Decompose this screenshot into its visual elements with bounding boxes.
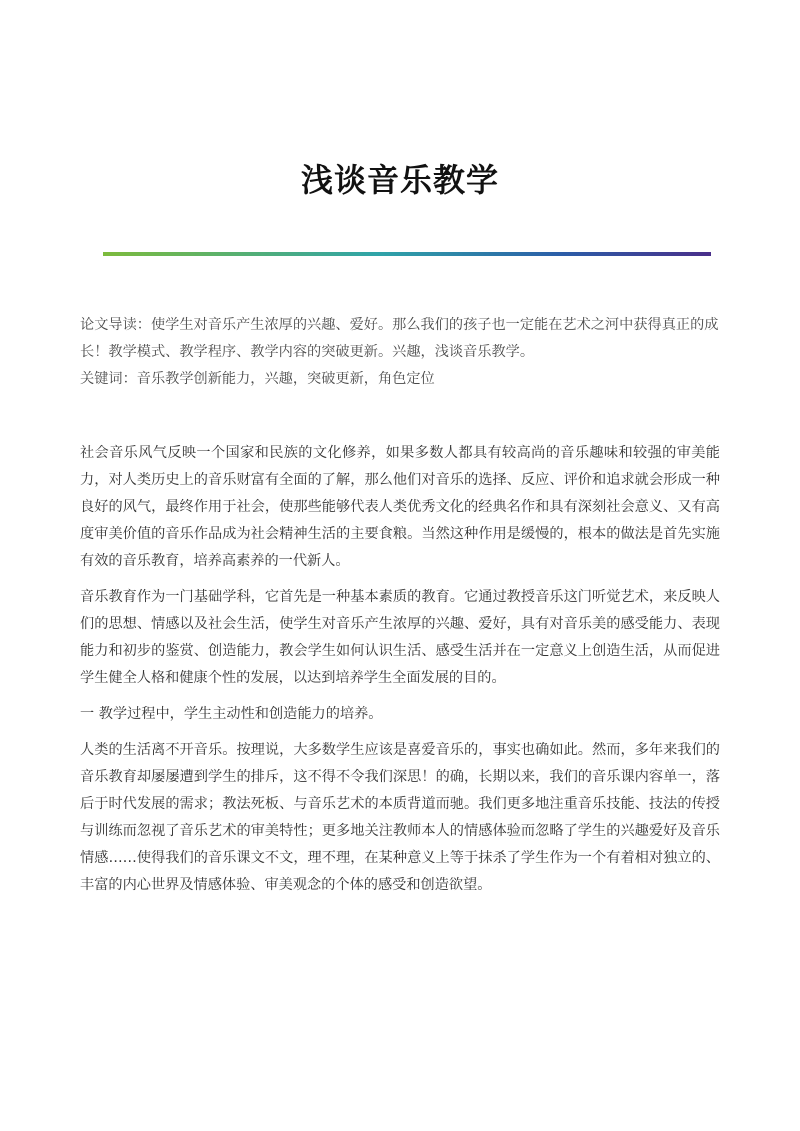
body-paragraph: 社会音乐风气反映一个国家和民族的文化修养，如果多数人都具有较高尚的音乐趣味和较强的审美能力，对人类历史上的音乐财富有全面的了解，那么他们对音乐的选择、反应、评价和追求就会形成一种良好的风气，最终作用于社会，使那些能够代表人类优秀文化的经典名作和具有深刻社会意义、又有高度审美价值的音乐作品成为社会精神生活的主要食粮。当然这种作用是缓慢的，根本的做法是首先实施有效的音乐教育，培养高素养的一代新人。 bbox=[80, 445, 720, 569]
section-heading: 一 教学过程中，学生主动性和创造能力的培养。 bbox=[80, 706, 383, 722]
abstract-section bbox=[80, 312, 720, 393]
title-divider bbox=[103, 252, 711, 256]
abstract-lead: 论文导读：使学生对音乐产生浓厚的兴趣、爱好。那么我们的孩子也一定能在艺术之河中获得真正的成长！教学模式、教学程序、教学内容的突破更新。兴趣，浅谈音乐教学。 bbox=[80, 317, 719, 360]
body-section bbox=[80, 440, 720, 908]
body-paragraph: 音乐教育作为一门基础学科，它首先是一种基本素质的教育。它通过教授音乐这门听觉艺术，来反映人们的思想、情感以及社会生活，使学生对音乐产生浓厚的兴趣、爱好，具有对音乐美的感受能力、表现能力和初步的鉴赏、创造能力，教会学生如何认识生活、感受生活并在一定意义上创造生活，从而促进学生健全人格和健康个性的发展，以达到培养学生全面发展的目的。 bbox=[80, 589, 720, 686]
document-title: 浅谈音乐教学 bbox=[300, 161, 499, 199]
body-paragraph: 人类的生活离不开音乐。按理说，大多数学生应该是喜爱音乐的，事实也确如此。然而，多年来我们的音乐教育却屡屡遭到学生的排斥，这不得不令我们深思！的确，长期以来，我们的音乐课内容单一，落后于时代发展的需求；教法死板、与音乐艺术的本质背道而驰。我们更多地注重音乐技能、技法的传授与训练而忽视了音乐艺术的审美特性；更多地关注教师本人的情感体验而忽略了学生的兴趣爱好及音乐情感……使得我们的音乐课文不文，理不理，在某种意义上等于抹杀了学生作为一个有着相对独立的、丰富的内心世界及情感体验、审美观念的个体的感受和创造欲望。 bbox=[80, 742, 720, 893]
abstract-keywords: 关键词：音乐教学创新能力，兴趣，突破更新，角色定位 bbox=[80, 371, 435, 387]
